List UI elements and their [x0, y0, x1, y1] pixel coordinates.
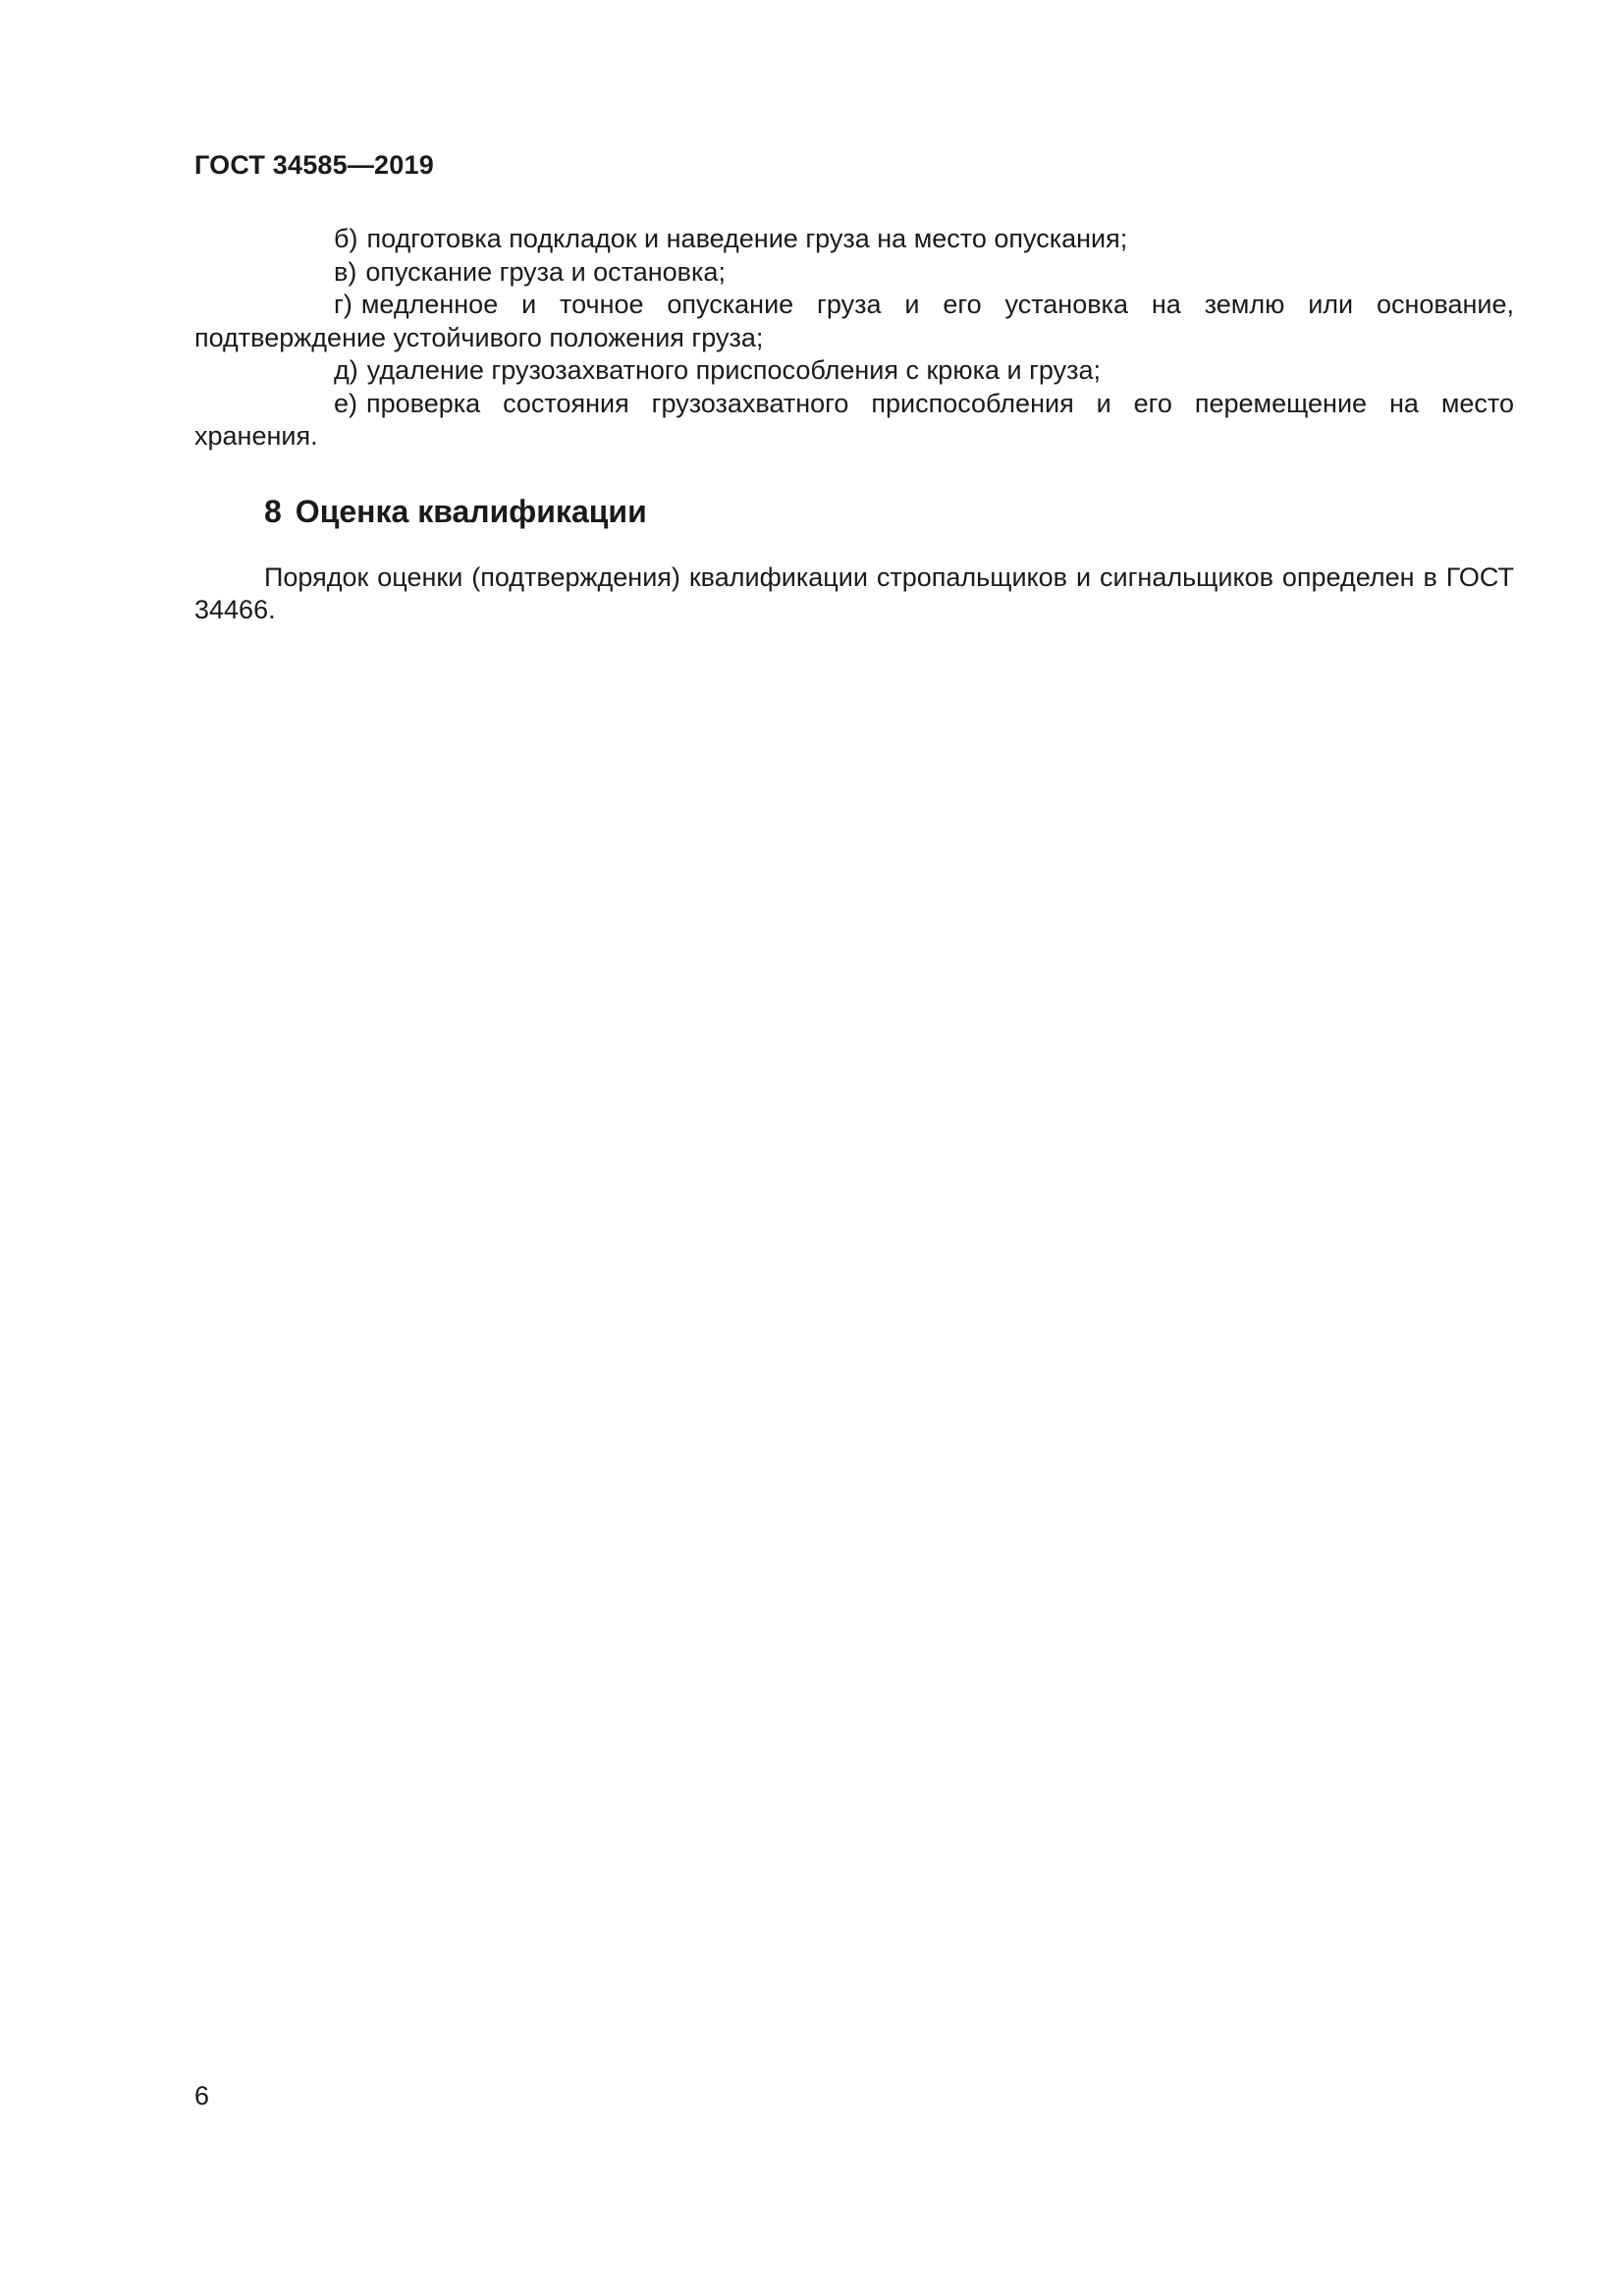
list-item-text: удаление грузозахватного приспособления с крюка и груза; [366, 355, 1102, 385]
list-item-marker: б) [334, 224, 358, 253]
section-heading [194, 491, 1514, 532]
section-title: Оценка квалификации [295, 493, 647, 529]
list-item-text: медленное и точное опускание груза и его установка на землю или основание, подтверждение устойчивого положения груза; [194, 290, 1514, 352]
list-item [194, 354, 1514, 388]
list-item-marker: е) [334, 388, 358, 418]
list-item [194, 256, 1514, 290]
list-item-marker: в) [334, 256, 357, 287]
page-number: 6 [194, 2081, 210, 2110]
list-item-text: проверка состояния грузозахватного приспособления и его перемещение на место хранения. [194, 388, 1514, 451]
list-item-marker: г) [334, 290, 352, 319]
list-item-text: опускание груза и остановка; [365, 256, 726, 287]
list-item-marker: д) [334, 355, 358, 385]
section-paragraph: Порядок оценки (подтверждения) квалификации стропальщиков и сигнальщиков определен в ГОСТ 34466. [194, 561, 1514, 624]
list-item [194, 388, 1514, 454]
list-item-text: подготовка подкладок и наведение груза на место опускания; [366, 224, 1128, 253]
list-item [194, 223, 1514, 256]
page-content [194, 223, 1514, 627]
section-number: 8 [264, 493, 282, 529]
document-id-header: ГОСТ 34585—2019 [194, 150, 434, 180]
list-item [194, 289, 1514, 354]
